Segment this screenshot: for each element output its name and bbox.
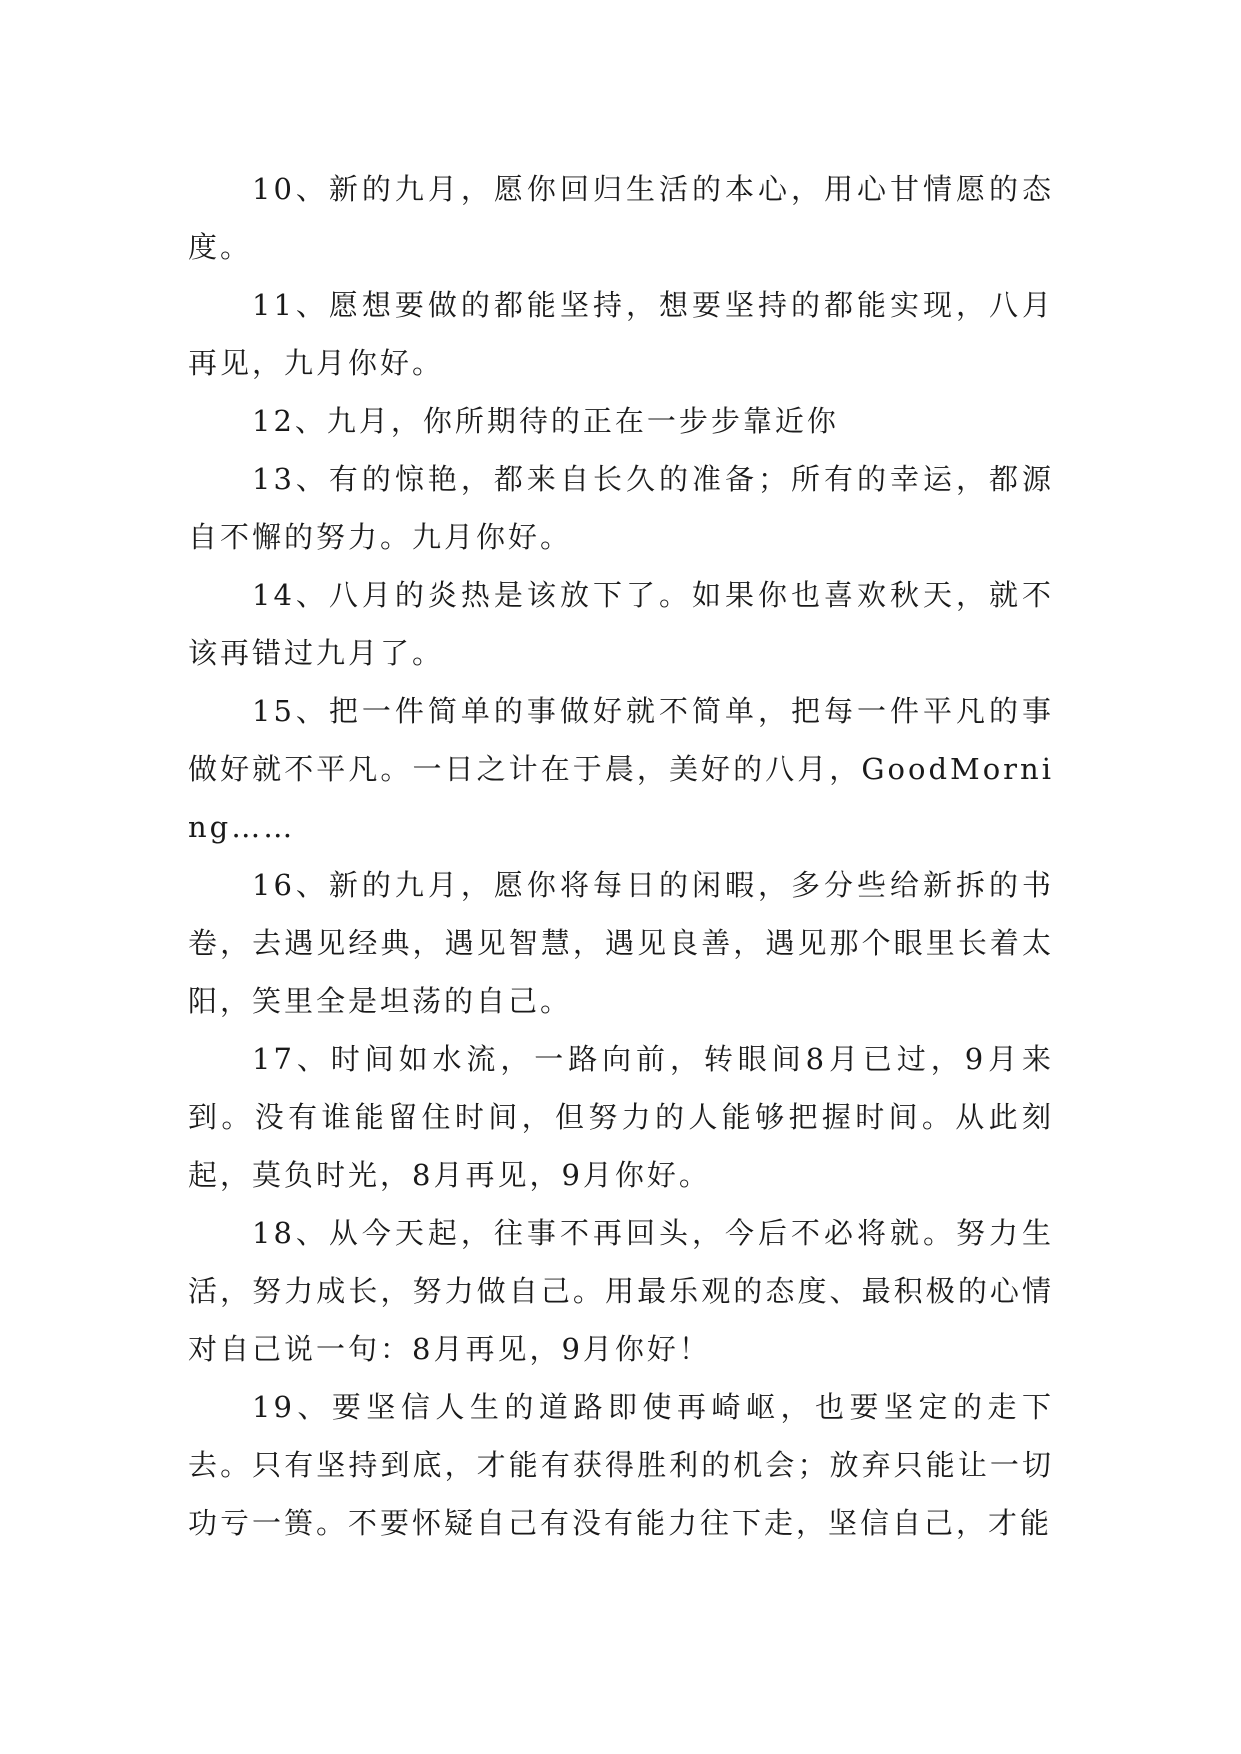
document-body [188,160,1054,1552]
paragraph-10: 10、新的九月，愿你回归生活的本心，用心甘情愿的态度。 [188,172,1054,264]
paragraph-12: 12、九月，你所期待的正在一步步靠近你 [252,404,839,438]
paragraph-16: 16、新的九月，愿你将每日的闲暇，多分些给新拆的书卷，去遇见经典，遇见智慧，遇见良善，遇见那个眼里长着太阳，笑里全是坦荡的自己。 [188,868,1054,1018]
paragraph-18: 18、从今天起，往事不再回头，今后不必将就。努力生活，努力成长，努力做自己。用最乐观的态度、最积极的心情对自己说一句：8月再见，9月你好！ [188,1216,1054,1366]
paragraph-14: 14、八月的炎热是该放下了。如果你也喜欢秋天，就不该再错过九月了。 [188,578,1054,670]
paragraph-13: 13、有的惊艳，都来自长久的准备；所有的幸运，都源自不懈的努力。九月你好。 [188,462,1054,554]
paragraph-19: 19、要坚信人生的道路即使再崎岖，也要坚定的走下去。只有坚持到底，才能有获得胜利的机会；放弃只能让一切功亏一篑。不要怀疑自己有没有能力往下走，坚信自己，才能 [188,1390,1054,1540]
paragraph-15: 15、把一件简单的事做好就不简单，把每一件平凡的事做好就不平凡。一日之计在于晨，美好的八月，GoodMorning…… [188,694,1054,844]
paragraph-11: 11、愿想要做的都能坚持，想要坚持的都能实现，八月再见，九月你好。 [188,288,1054,380]
paragraph-17: 17、时间如水流，一路向前，转眼间8月已过，9月来到。没有谁能留住时间，但努力的人能够把握时间。从此刻起，莫负时光，8月再见，9月你好。 [188,1042,1054,1192]
